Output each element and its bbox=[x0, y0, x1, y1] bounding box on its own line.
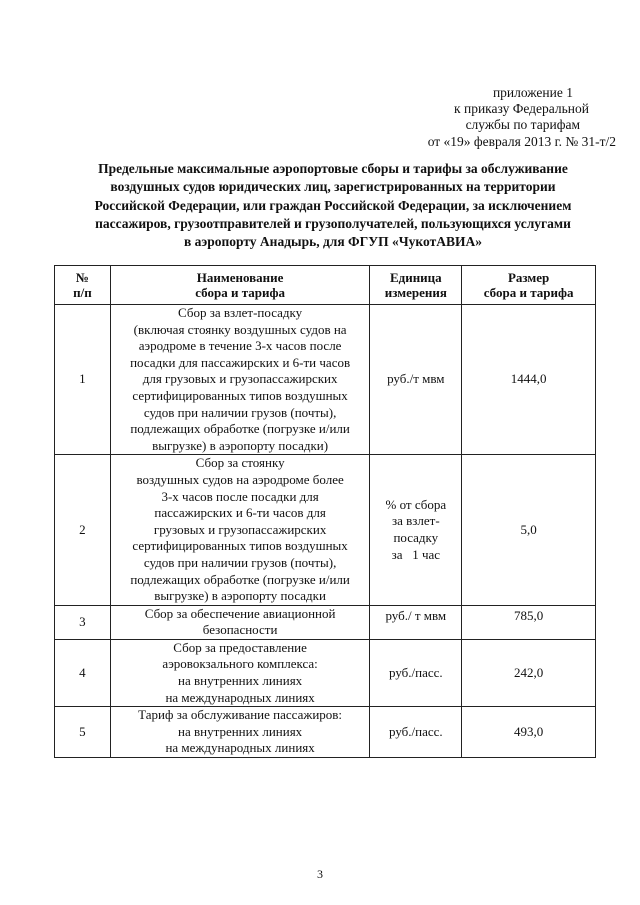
unit-of-measure: руб./пасс. bbox=[370, 707, 462, 758]
header-size: Размер сбора и тарифа bbox=[462, 266, 596, 305]
fee-name: Сбор за обеспечение авиационной безопасности bbox=[110, 605, 370, 639]
row-number: 5 bbox=[55, 707, 111, 758]
title-line: Российской Федерации, или граждан Российской Федерации, за исключением bbox=[94, 197, 572, 213]
fee-amount: 5,0 bbox=[462, 455, 596, 605]
fee-name: Тариф за обслуживание пассажиров: на внутренних линиях на международных линиях bbox=[110, 707, 370, 758]
fee-name: Сбор за взлет-посадку (включая стоянку воздушных судов на аэродроме в течение 3-х часов после посадки для пассажирских и 6-ти часов для грузовых и грузопассажирских сертифицированных типов воздушных судов при наличии грузов (почты), подлежащих обработке (погрузке и/или выгрузке) в аэропорту посадки) bbox=[110, 305, 370, 455]
title-line: воздушных судов юридических лиц, зарегистрированных на территории bbox=[110, 179, 556, 195]
header-num: № п/п bbox=[55, 266, 111, 305]
unit-of-measure: руб./пасс. bbox=[370, 639, 462, 706]
table-row bbox=[55, 639, 596, 706]
table-row bbox=[55, 305, 596, 455]
page-number: 3 bbox=[317, 867, 323, 881]
header-unit: Единица измерения bbox=[370, 266, 462, 305]
unit-of-measure: руб./т мвм bbox=[370, 305, 462, 455]
fee-amount: 785,0 bbox=[462, 605, 596, 639]
annex-line: приложение 1 bbox=[492, 85, 573, 100]
title-line: пассажиров, грузоотправителей и грузополучателей, пользующихся услугами bbox=[95, 215, 571, 231]
title-line: в аэропорту Анадырь, для ФГУП «ЧукотАВИА» bbox=[183, 234, 482, 250]
header-name: Наименование сбора и тарифа bbox=[110, 266, 370, 305]
fees-table bbox=[54, 265, 596, 758]
fee-amount: 493,0 bbox=[462, 707, 596, 758]
title-line: Предельные максимальные аэропортовые сборы и тарифы за обслуживание bbox=[98, 161, 568, 176]
fee-amount: 1444,0 bbox=[462, 305, 596, 455]
row-number: 1 bbox=[55, 305, 111, 455]
table-header-row bbox=[55, 266, 596, 305]
annex-date-line: от «19» февраля 2013 г. № 31-т/2 bbox=[427, 133, 616, 149]
fee-amount: 242,0 bbox=[462, 639, 596, 706]
document-title bbox=[58, 160, 608, 251]
fee-name: Сбор за стоянку воздушных судов на аэродроме более 3-х часов после посадки для пассажирских и 6-ти часов для грузовых и грузопассажирских сертифицированных типов воздушных судов при наличии грузов (почты), подлежащих обработке (погрузке и/или выгрузке) в аэропорту посадки bbox=[110, 455, 370, 605]
annex-line: к приказу Федеральной bbox=[454, 101, 589, 117]
table-row bbox=[55, 707, 596, 758]
annex-reference bbox=[376, 85, 616, 150]
row-number: 3 bbox=[55, 605, 111, 639]
row-number: 4 bbox=[55, 639, 111, 706]
unit-of-measure: руб./ т мвм bbox=[370, 605, 462, 639]
annex-line: службы по тарифам bbox=[465, 117, 580, 133]
row-number: 2 bbox=[55, 455, 111, 605]
fee-name: Сбор за предоставление аэровокзального комплекса: на внутренних линиях на международных линиях bbox=[110, 639, 370, 706]
table-row bbox=[55, 455, 596, 605]
table-row bbox=[55, 605, 596, 639]
unit-of-measure: % от сбора за взлет- посадку за 1 час bbox=[370, 455, 462, 605]
